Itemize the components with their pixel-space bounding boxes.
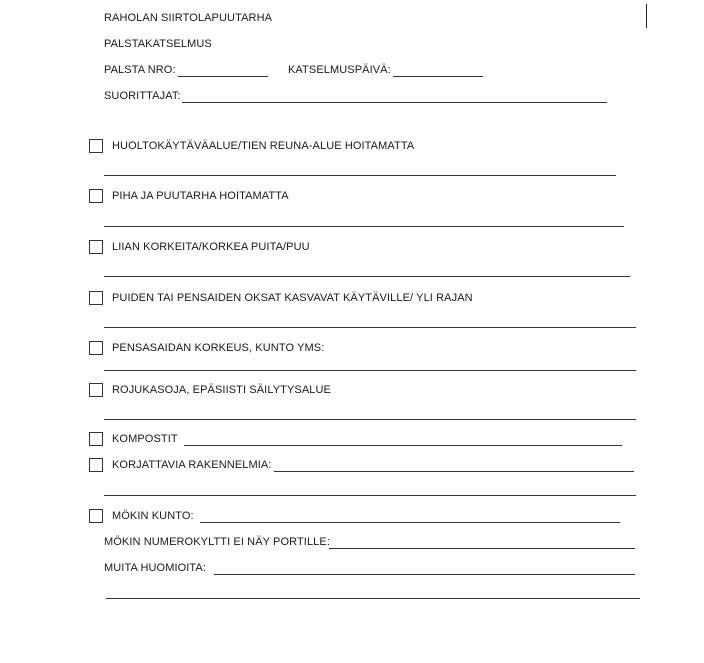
notes-line-hedge[interactable] [104,370,636,371]
text-cursor [646,4,647,28]
performers-field[interactable] [182,102,607,103]
checkbox-junk-storage[interactable] [89,383,103,397]
plot-number-label: PALSTA NRO: [104,64,176,76]
notes-line-yard-garden[interactable] [104,226,624,227]
structures-to-repair-field[interactable] [274,471,634,472]
checkbox-overhanging-branches[interactable] [89,291,103,305]
organization-name: RAHOLAN SIIRTOLAPUUTARHA [104,12,273,24]
checkbox-maintenance-area[interactable] [89,139,103,153]
other-notes-line-2[interactable] [106,598,640,599]
notes-line-junk-storage[interactable] [104,419,636,420]
notes-line-structures[interactable] [104,495,636,496]
checklist-item-junk-storage: ROJUKASOJA, EPÄSIISTI SÄILYTYSALUE [112,384,331,396]
number-sign-field[interactable] [329,548,635,549]
performers-label: SUORITTAJAT: [104,90,181,102]
checklist-item-maintenance-area: HUOLTOKÄYTÄVÄALUE/TIEN REUNA-ALUE HOITAMATTA [112,140,415,152]
document-title: PALSTAKATSELMUS [104,38,212,50]
inspection-date-field[interactable] [393,76,483,77]
checkbox-tall-trees[interactable] [89,240,103,254]
checkbox-cottage-condition[interactable] [89,509,103,523]
checklist-item-cottage-condition: MÖKIN KUNTO: [112,510,194,522]
other-notes-field[interactable] [214,574,635,575]
checklist-item-yard-garden: PIHA JA PUUTARHA HOITAMATTA [112,190,289,202]
checklist-item-compost: KOMPOSTIT [112,433,178,445]
number-sign-label: MÖKIN NUMEROKYLTTI EI NÄY PORTILLE: [104,536,330,548]
checkbox-compost[interactable] [89,432,103,446]
checklist-item-structures-to-repair: KORJATTAVIA RAKENNELMIA: [112,459,272,471]
cottage-condition-field[interactable] [200,522,620,523]
checklist-item-overhanging-branches: PUIDEN TAI PENSAIDEN OKSAT KASVAVAT KÄYTÄVILLE/ YLI RAJAN [112,292,473,304]
notes-line-maintenance-area[interactable] [104,175,616,176]
checkbox-structures-to-repair[interactable] [89,458,103,472]
notes-line-overhanging-branches[interactable] [104,327,636,328]
checkbox-yard-garden[interactable] [89,189,103,203]
other-notes-label: MUITA HUOMIOITA: [104,562,207,574]
checklist-item-tall-trees: LIIAN KORKEITA/KORKEA PUITA/PUU [112,241,310,253]
checklist-item-hedge: PENSASAIDAN KORKEUS, KUNTO YMS: [112,342,325,354]
checkbox-hedge[interactable] [89,341,103,355]
inspection-date-label: KATSELMUSPÄIVÄ: [288,64,391,76]
compost-field[interactable] [184,445,622,446]
notes-line-tall-trees[interactable] [104,276,630,277]
plot-number-field[interactable] [178,76,268,77]
